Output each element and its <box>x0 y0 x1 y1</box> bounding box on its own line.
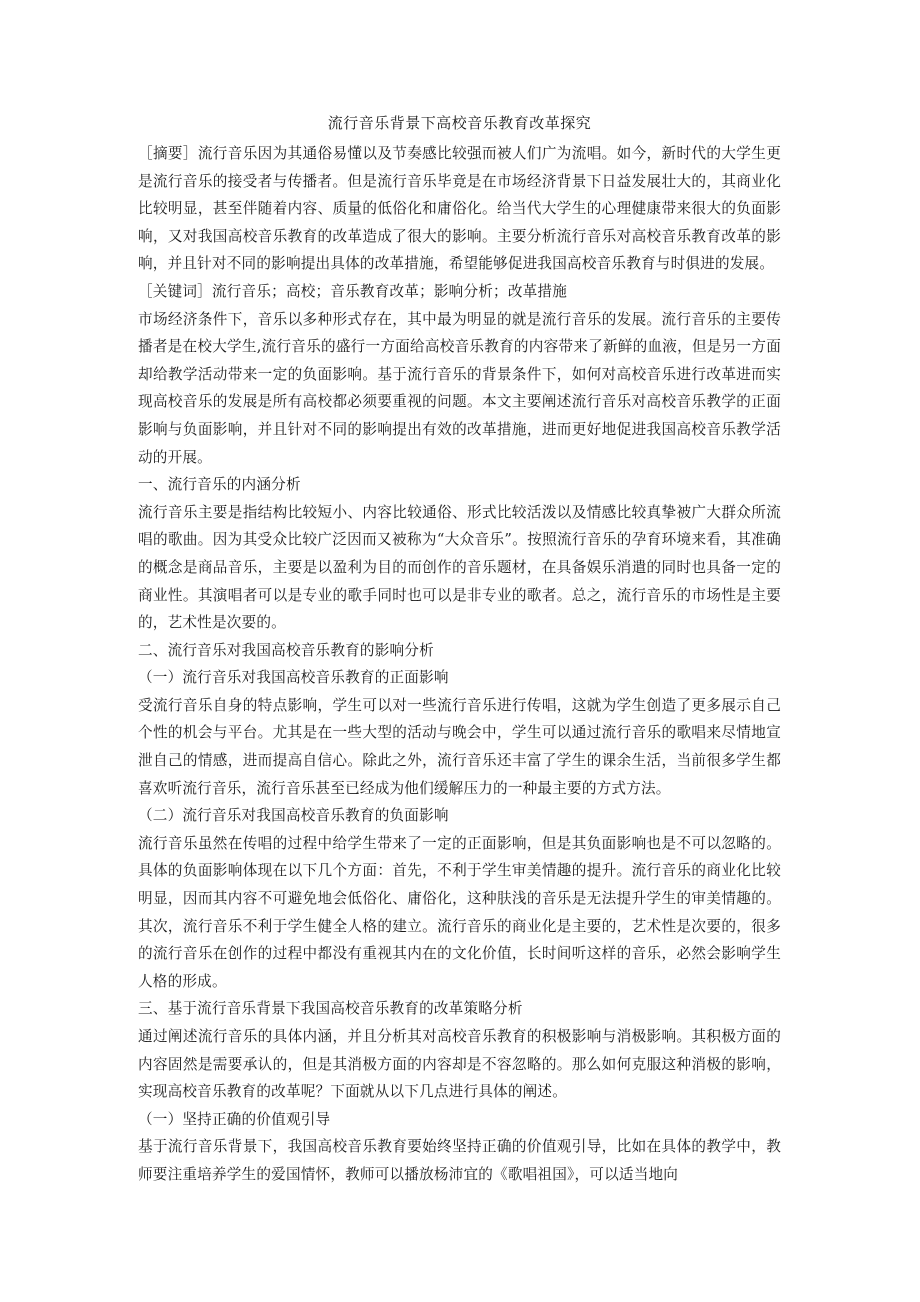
section-heading: 三、基于流行音乐背景下我国高校音乐教育的改革策略分析 <box>138 1000 523 1018</box>
subsection-heading: （二）流行音乐对我国高校音乐教育的负面影响 <box>138 807 449 825</box>
section-heading: 二、流行音乐对我国高校音乐教育的影响分析 <box>138 641 434 659</box>
section-paragraph: 流行音乐主要是指结构比较短小、内容比较通俗、形式比较活泼以及情感比较真挚被广大群众所流唱的歌曲。因为其受众比较广泛因而又被称为“大众音乐”。按照流行音乐的孕育环境来看，其准确的概念是商品音乐，主要是以盈利为目的而创作的音乐题材，在具备娱乐消遣的同时也具备一定的商业性。其演唱者可以是专业的歌手同时也可以是非专业的歌者。总之，流行音乐的市场性是主要的，艺术性是次要的。 <box>138 503 781 632</box>
section-paragraph: 流行音乐虽然在传唱的过程中给学生带来了一定的正面影响，但是其负面影响也是不可以忽略的。具体的负面影响体现在以下几个方面：首先，不利于学生审美情趣的提升。流行音乐的商业化比较明显，因而其内容不可避免地会低俗化、庸俗化，这种肤浅的音乐是无法提升学生的审美情趣的。其次，流行音乐不利于学生健全人格的建立。流行音乐的商业化是主要的，艺术性是次要的，很多的流行音乐在创作的过程中都没有重视其内在的文化价值，长时间听这样的音乐，必然会影响学生人格的形成。 <box>138 834 781 990</box>
subsection-heading: （一）坚持正确的价值观引导 <box>138 1110 331 1128</box>
abstract-paragraph: ［摘要］流行音乐因为其通俗易懂以及节奏感比较强而被人们广为流唱。如今，新时代的大学生更是流行音乐的接受者与传播者。但是流行音乐毕竟是在市场经济背景下日益发展壮大的，其商业化比较明显，甚至伴随着内容、质量的低俗化和庸俗化。给当代大学生的心理健康带来很大的负面影响，又对我国高校音乐教育的改革造成了很大的影响。主要分析流行音乐对高校音乐教育改革的影响，并且针对不同的影响提出具体的改革措施，希望能够促进我国高校音乐教育与时俱进的发展。 <box>138 145 781 273</box>
section-paragraph: 基于流行音乐背景下，我国高校音乐教育要始终坚持正确的价值观引导，比如在具体的教学中，教师要注重培养学生的爱国情怀，教师可以播放杨沛宜的《歌唱祖国》，可以适当地向 <box>138 1138 781 1183</box>
section-heading: 一、流行音乐的内涵分析 <box>138 476 301 494</box>
keywords-line: ［关键词］流行音乐；高校；音乐教育改革；影响分析；改革措施 <box>138 282 568 300</box>
section-paragraph: 受流行音乐自身的特点影响，学生可以对一些流行音乐进行传唱，这就为学生创造了更多展示自己个性的机会与平台。尤其是在一些大型的活动与晚会中，学生可以通过流行音乐的歌唱来尽情地宣泄自己的情感，进而提高自信心。除此之外，流行音乐还丰富了学生的课余生活，当前很多学生都喜欢听流行音乐，流行音乐甚至已经成为他们缓解压力的一种最主要的方式方法。 <box>138 696 781 797</box>
subsection-heading: （一）流行音乐对我国高校音乐教育的正面影响 <box>138 669 449 687</box>
intro-paragraph: 市场经济条件下，音乐以多种形式存在，其中最为明显的就是流行音乐的发展。流行音乐的主要传播者是在校大学生,流行音乐的盛行一方面给高校音乐教育的内容带来了新鲜的血液，但是另一方面却给教学活动带来一定的负面影响。基于流行音乐的背景条件下，如何对高校音乐进行改革进而实现高校音乐的发展是所有高校都必须要重视的问题。本文主要阐述流行音乐对高校音乐教学的正面影响与负面影响，并且针对不同的影响提出有效的改革措施，进而更好地促进我国高校音乐教学活动的开展。 <box>138 310 781 466</box>
document-title: 流行音乐背景下高校音乐教育改革探究 <box>327 114 592 132</box>
section-paragraph: 通过阐述流行音乐的具体内涵，并且分析其对高校音乐教育的积极影响与消极影响。其积极方面的内容固然是需要承认的，但是其消极方面的内容却是不容忽略的。那么如何克服这种消极的影响，实现高校音乐教育的改革呢？下面就从以下几点进行具体的阐述。 <box>138 1028 781 1101</box>
document-page <box>138 112 781 1189</box>
